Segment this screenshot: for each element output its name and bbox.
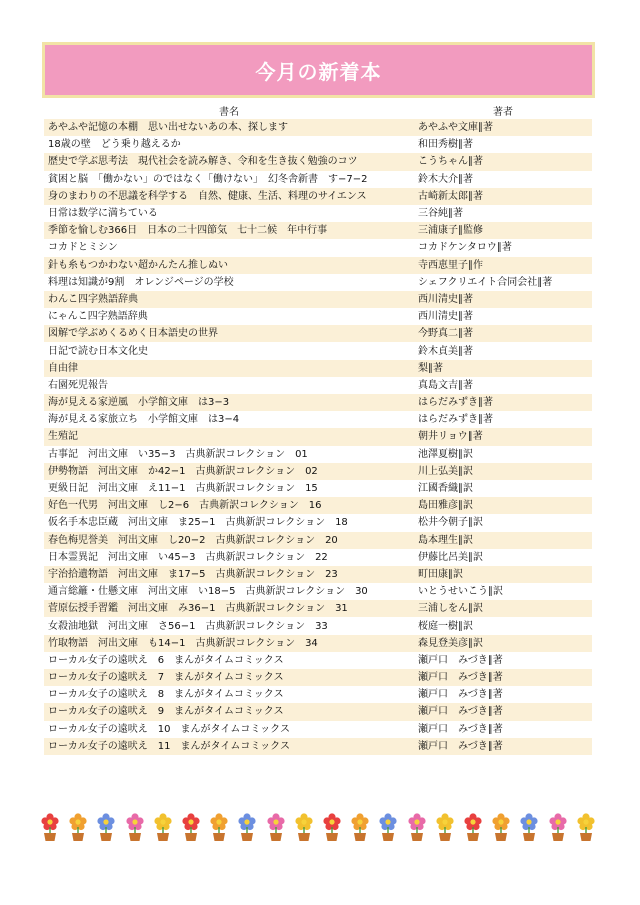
book-title: 仮名手本忠臣蔵 河出文庫 ま25−1 古典新訳コレクション 18 bbox=[44, 514, 414, 531]
table-row bbox=[44, 394, 592, 411]
book-author: 島本理生∥訳 bbox=[414, 532, 592, 549]
book-author: あやふや文庫∥著 bbox=[414, 119, 592, 136]
book-author: 島田雅彦∥訳 bbox=[414, 497, 592, 514]
book-title: 右園死児報告 bbox=[44, 377, 414, 394]
table-row bbox=[44, 446, 592, 463]
book-title: 菅原伝授手習鑑 河出文庫 み36−1 古典新訳コレクション 31 bbox=[44, 600, 414, 617]
book-author: 瀬戸口 みづき∥著 bbox=[414, 686, 592, 703]
book-author: 鈴木貞美∥著 bbox=[414, 342, 592, 359]
book-author: はらだみずき∥著 bbox=[414, 394, 592, 411]
book-title: 生殖記 bbox=[44, 428, 414, 445]
book-title: ローカル女子の遠吠え 10 まんがタイムコミックス bbox=[44, 721, 414, 738]
book-title: 日常は数学に満ちている bbox=[44, 205, 414, 222]
book-title: 宇治拾遺物語 河出文庫 ま17−5 古典新訳コレクション 23 bbox=[44, 566, 414, 583]
table-row bbox=[44, 532, 592, 549]
table-row bbox=[44, 291, 592, 308]
table-row bbox=[44, 583, 592, 600]
book-title: ローカル女子の遠吠え 8 まんがタイムコミックス bbox=[44, 686, 414, 703]
book-title: にゃんこ四字熟語辞典 bbox=[44, 308, 414, 325]
book-title: ローカル女子の遠吠え 7 まんがタイムコミックス bbox=[44, 669, 414, 686]
flower-icon bbox=[322, 812, 342, 842]
book-author: 江國香織∥訳 bbox=[414, 480, 592, 497]
flower-icon bbox=[548, 812, 568, 842]
book-author: 西川清史∥著 bbox=[414, 291, 592, 308]
flower-icon bbox=[96, 812, 116, 842]
book-author: こうちゃん∥著 bbox=[414, 153, 592, 170]
table-row bbox=[44, 721, 592, 738]
book-title: 海が見える家逆風 小学館文庫 は3−3 bbox=[44, 394, 414, 411]
book-author: 梨∥著 bbox=[414, 360, 592, 377]
table-row bbox=[44, 360, 592, 377]
book-title: 歴史で学ぶ思考法 現代社会を読み解き、令和を生き抜く勉強のコツ bbox=[44, 153, 414, 170]
flower-border bbox=[40, 812, 596, 842]
book-title: 古事記 河出文庫 い35−3 古典新訳コレクション 01 bbox=[44, 446, 414, 463]
table-row bbox=[44, 205, 592, 222]
table-row bbox=[44, 119, 592, 136]
page-title: 今月の新着本 bbox=[255, 59, 382, 84]
book-title: 身のまわりの不思議を科学する 自然、健康、生活、料理のサイエンス bbox=[44, 188, 414, 205]
table-body bbox=[44, 119, 592, 755]
table-row bbox=[44, 411, 592, 428]
book-author: はらだみずき∥著 bbox=[414, 411, 592, 428]
column-header-author: 著者 bbox=[493, 107, 513, 118]
table-row bbox=[44, 738, 592, 755]
table-row bbox=[44, 274, 592, 291]
table-row bbox=[44, 239, 592, 256]
flower-icon bbox=[209, 812, 229, 842]
flower-icon bbox=[237, 812, 257, 842]
book-title: ローカル女子の遠吠え 9 まんがタイムコミックス bbox=[44, 703, 414, 720]
table-row bbox=[44, 514, 592, 531]
table-row bbox=[44, 480, 592, 497]
book-title: 季節を愉しむ366日 日本の二十四節気 七十二候 年中行事 bbox=[44, 222, 414, 239]
table-row bbox=[44, 686, 592, 703]
book-author: 朝井リョウ∥著 bbox=[414, 428, 592, 445]
book-author: 桜庭一樹∥訳 bbox=[414, 617, 592, 634]
flower-icon bbox=[153, 812, 173, 842]
book-author: 森見登美彦∥訳 bbox=[414, 635, 592, 652]
table-row bbox=[44, 463, 592, 480]
book-author: 松井今朝子∥訳 bbox=[414, 514, 592, 531]
table-row bbox=[44, 428, 592, 445]
book-author: コカドケンタロウ∥著 bbox=[414, 239, 592, 256]
flower-icon bbox=[576, 812, 596, 842]
table-row bbox=[44, 566, 592, 583]
book-title: 日本霊異記 河出文庫 い45−3 古典新訳コレクション 22 bbox=[44, 549, 414, 566]
book-author: シェフクリエイト合同会社∥著 bbox=[414, 274, 592, 291]
table-row bbox=[44, 377, 592, 394]
table-row bbox=[44, 635, 592, 652]
book-author: 古崎新太郎∥著 bbox=[414, 188, 592, 205]
table-row bbox=[44, 652, 592, 669]
table-row bbox=[44, 617, 592, 634]
book-author: 伊藤比呂美∥訳 bbox=[414, 549, 592, 566]
book-title: 竹取物語 河出文庫 も14−1 古典新訳コレクション 34 bbox=[44, 635, 414, 652]
book-author: 三谷純∥著 bbox=[414, 205, 592, 222]
book-title: 海が見える家旅立ち 小学館文庫 は3−4 bbox=[44, 411, 414, 428]
book-author: 瀬戸口 みづき∥著 bbox=[414, 669, 592, 686]
book-title: 春色梅児誉美 河出文庫 し20−2 古典新訳コレクション 20 bbox=[44, 532, 414, 549]
new-books-table bbox=[44, 102, 592, 755]
book-author: 三浦しをん∥訳 bbox=[414, 600, 592, 617]
book-author: 真島文吉∥著 bbox=[414, 377, 592, 394]
table-row bbox=[44, 669, 592, 686]
book-author: 池澤夏樹∥訳 bbox=[414, 446, 592, 463]
book-title: ローカル女子の遠吠え 11 まんがタイムコミックス bbox=[44, 738, 414, 755]
flower-icon bbox=[491, 812, 511, 842]
flower-icon bbox=[68, 812, 88, 842]
book-author: 川上弘美∥訳 bbox=[414, 463, 592, 480]
book-title: コカドとミシン bbox=[44, 239, 414, 256]
book-title: 図解で学ぶめくるめく日本語史の世界 bbox=[44, 325, 414, 342]
book-title: 通言総籬・仕懸文庫 河出文庫 い18−5 古典新訳コレクション 30 bbox=[44, 583, 414, 600]
flower-icon bbox=[294, 812, 314, 842]
book-title: わんこ四字熟語辞典 bbox=[44, 291, 414, 308]
table-row bbox=[44, 308, 592, 325]
book-author: 町田康∥訳 bbox=[414, 566, 592, 583]
table-row bbox=[44, 497, 592, 514]
book-author: 瀬戸口 みづき∥著 bbox=[414, 652, 592, 669]
flower-icon bbox=[40, 812, 60, 842]
table-row bbox=[44, 257, 592, 274]
book-title: 貧困と脳 「働かない」のではなく「働けない」 幻冬舎新書 す−7−2 bbox=[44, 171, 414, 188]
book-author: 瀬戸口 みづき∥著 bbox=[414, 721, 592, 738]
table-row bbox=[44, 703, 592, 720]
table-row bbox=[44, 600, 592, 617]
book-author: 三浦康子∥監修 bbox=[414, 222, 592, 239]
book-title: 更級日記 河出文庫 え11−1 古典新訳コレクション 15 bbox=[44, 480, 414, 497]
table-row bbox=[44, 188, 592, 205]
flower-icon bbox=[378, 812, 398, 842]
table-row bbox=[44, 136, 592, 153]
book-author: 瀬戸口 みづき∥著 bbox=[414, 738, 592, 755]
book-title: 自由律 bbox=[44, 360, 414, 377]
table-row bbox=[44, 171, 592, 188]
table-row bbox=[44, 153, 592, 170]
book-title: 料理は知識が9割 オレンジページの学校 bbox=[44, 274, 414, 291]
book-author: 瀬戸口 みづき∥著 bbox=[414, 703, 592, 720]
book-title: あやふや記憶の本棚 思い出せないあの本、探します bbox=[44, 119, 414, 136]
table-row bbox=[44, 549, 592, 566]
book-author: 和田秀樹∥著 bbox=[414, 136, 592, 153]
flower-icon bbox=[463, 812, 483, 842]
flower-icon bbox=[519, 812, 539, 842]
table-row bbox=[44, 222, 592, 239]
book-title: 女殺油地獄 河出文庫 さ56−1 古典新訳コレクション 33 bbox=[44, 617, 414, 634]
table-row bbox=[44, 325, 592, 342]
book-author: 今野真二∥著 bbox=[414, 325, 592, 342]
flower-icon bbox=[125, 812, 145, 842]
column-header-title: 書名 bbox=[219, 107, 239, 118]
flower-icon bbox=[350, 812, 370, 842]
table-row bbox=[44, 342, 592, 359]
book-author: 寺西恵里子∥作 bbox=[414, 257, 592, 274]
flower-icon bbox=[435, 812, 455, 842]
table-header-row bbox=[44, 102, 592, 119]
flower-icon bbox=[407, 812, 427, 842]
book-author: いとうせいこう∥訳 bbox=[414, 583, 592, 600]
book-author: 西川清史∥著 bbox=[414, 308, 592, 325]
book-title: 伊勢物語 河出文庫 か42−1 古典新訳コレクション 02 bbox=[44, 463, 414, 480]
book-author: 鈴木大介∥著 bbox=[414, 171, 592, 188]
book-title: 針も糸もつかわない超かんたん推しぬい bbox=[44, 257, 414, 274]
header-banner bbox=[42, 42, 595, 98]
flower-icon bbox=[181, 812, 201, 842]
book-title: 好色一代男 河出文庫 し2−6 古典新訳コレクション 16 bbox=[44, 497, 414, 514]
flower-icon bbox=[266, 812, 286, 842]
book-title: 18歳の壁 どう乗り越えるか bbox=[44, 136, 414, 153]
book-title: ローカル女子の遠吠え 6 まんがタイムコミックス bbox=[44, 652, 414, 669]
book-title: 日記で読む日本文化史 bbox=[44, 342, 414, 359]
